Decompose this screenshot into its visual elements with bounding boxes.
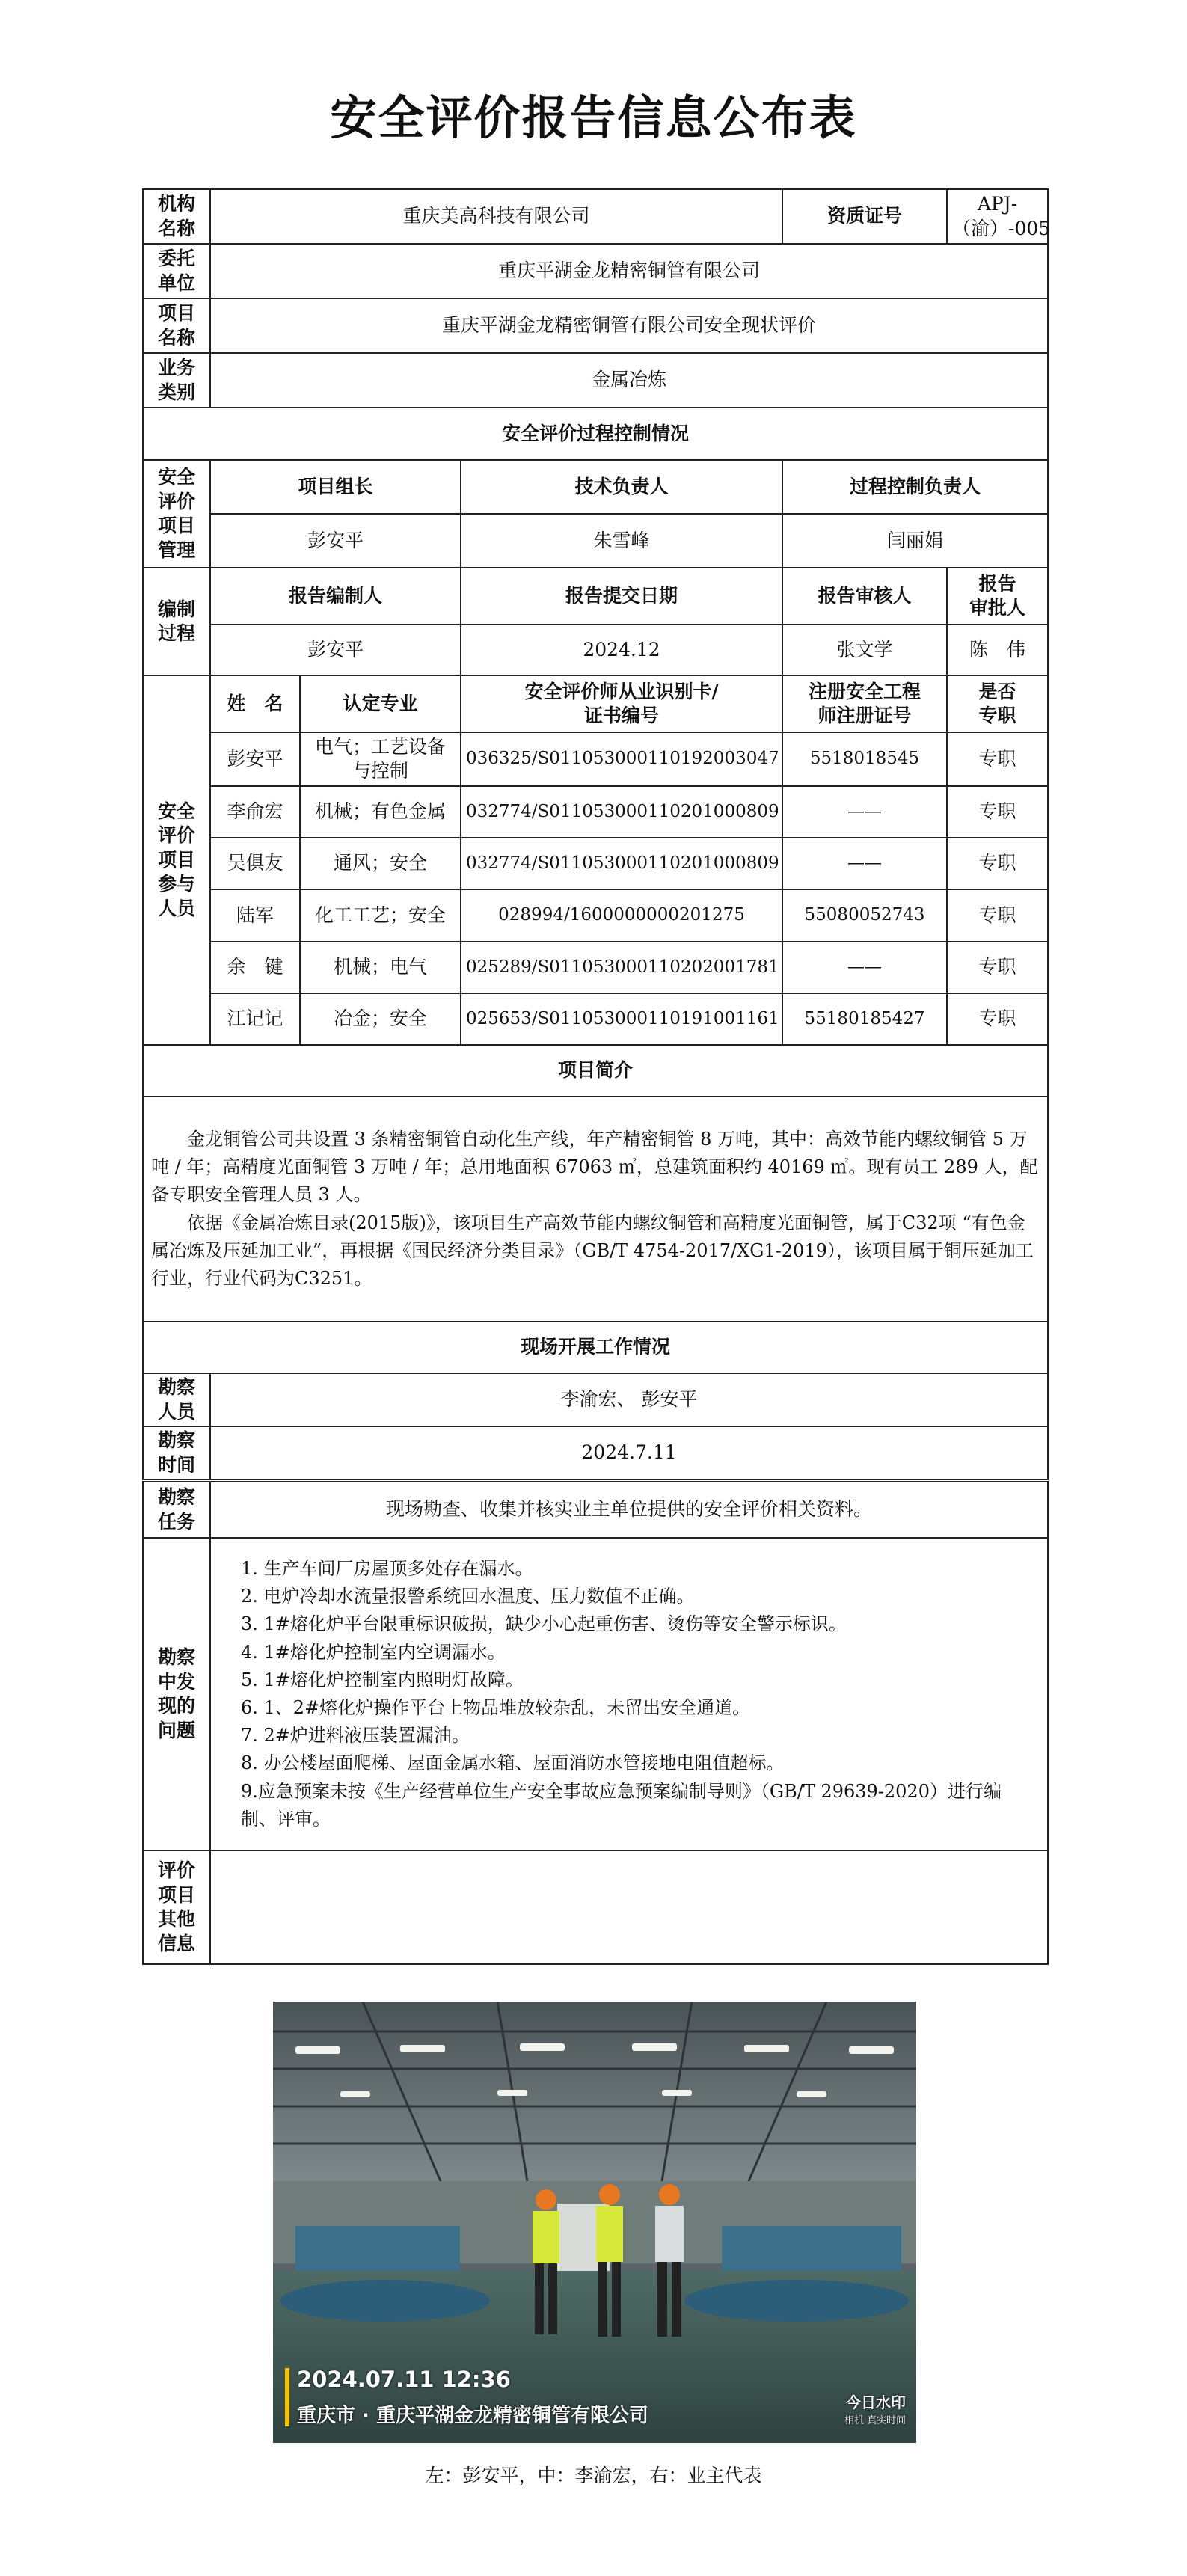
page-title: 安全评价报告信息公布表 xyxy=(330,91,857,145)
watermark-text: 今日水印 xyxy=(846,2393,906,2411)
intro-section-title: 项目简介 xyxy=(143,1045,1048,1097)
staff-major: 电气；工艺设备 与控制 xyxy=(300,732,461,786)
table-row xyxy=(143,942,1048,993)
row-other-info xyxy=(143,1850,1048,1964)
col-leader: 项目组长 xyxy=(210,460,461,514)
staff-name: 余 键 xyxy=(210,942,300,993)
row-survey-task xyxy=(143,1482,1048,1538)
staff-reg: 55080052743 xyxy=(782,889,947,942)
staff-label: 安全 评价 项目 参与 人员 xyxy=(143,675,210,1045)
list-item: 8. 办公楼屋面爬梯、屋面金属水箱、屋面消防水管接地电阻值超标。 xyxy=(241,1752,785,1774)
photo-timestamp: 2024.07.11 12:36 xyxy=(297,2367,511,2392)
mgmt-label: 安全 评价 项目 管理 xyxy=(143,460,210,568)
org-label: 机构 名称 xyxy=(143,189,210,244)
staff-reg: 55180185427 xyxy=(782,993,947,1045)
row-project xyxy=(143,298,1048,353)
staff-major: 化工工艺；安全 xyxy=(300,889,461,942)
other-info-label: 评价 项目 其他 信息 xyxy=(143,1850,210,1964)
col-full: 是否 专职 xyxy=(947,675,1048,732)
staff-cert: 036325/S011053000110192003047 xyxy=(461,732,782,786)
photo-caption: 左：彭安平，中：李渝宏，右：业主代表 xyxy=(425,2465,762,2486)
row-site-title xyxy=(143,1322,1048,1373)
survey-task-value: 现场勘查、收集并核实业主单位提供的安全评价相关资料。 xyxy=(210,1482,1048,1538)
author-value: 彭安平 xyxy=(210,625,461,675)
survey-task-label: 勘察 任务 xyxy=(143,1482,210,1538)
ctrl-value: 闫丽娟 xyxy=(782,514,1048,568)
col-major: 认定专业 xyxy=(300,675,461,732)
row-prep-header xyxy=(143,568,1048,625)
row-site-time xyxy=(143,1426,1048,1479)
staff-full: 专职 xyxy=(947,786,1048,838)
row-mgmt-values xyxy=(143,514,1048,568)
staff-cert: 025289/S011053000110202001781 xyxy=(461,942,782,993)
survey-people-label: 勘察 人员 xyxy=(143,1373,210,1426)
col-approver: 报告 审批人 xyxy=(947,568,1048,625)
client-label: 委托 单位 xyxy=(143,244,210,298)
staff-full: 专职 xyxy=(947,993,1048,1045)
staff-major: 通风；安全 xyxy=(300,838,461,889)
row-mgmt-header xyxy=(143,460,1048,514)
photo-watermark xyxy=(844,2391,906,2426)
cert-label: 资质证号 xyxy=(782,189,947,244)
list-item: 7. 2#炉进料液压装置漏油。 xyxy=(241,1725,470,1747)
org-value: 重庆美高科技有限公司 xyxy=(210,189,782,244)
row-survey-issues xyxy=(143,1538,1048,1850)
project-label: 项目 名称 xyxy=(143,298,210,353)
list-item: 2. 电炉冷却水流量报警系统回水温度、压力数值不正确。 xyxy=(241,1586,695,1607)
col-cert: 安全评价师从业识别卡/ 证书编号 xyxy=(461,675,782,732)
process-section-title: 安全评价过程控制情况 xyxy=(143,408,1048,460)
col-name: 姓 名 xyxy=(210,675,300,732)
row-business xyxy=(143,353,1048,408)
list-item: 1. 生产车间厂房屋顶多处存在漏水。 xyxy=(241,1558,533,1580)
staff-name: 彭安平 xyxy=(210,732,300,786)
survey-issues-label: 勘察 中发 现的 问题 xyxy=(143,1538,210,1850)
staff-cert: 025653/S011053000110191001161 xyxy=(461,993,782,1045)
intro-text xyxy=(143,1097,1048,1322)
list-item: 4. 1#熔化炉控制室内空调漏水。 xyxy=(241,1641,506,1663)
row-intro-body xyxy=(143,1097,1048,1322)
prep-label: 编制 过程 xyxy=(143,568,210,675)
staff-name: 李俞宏 xyxy=(210,786,300,838)
staff-full: 专职 xyxy=(947,942,1048,993)
photo-location: 重庆市 · 重庆平湖金龙精密铜管有限公司 xyxy=(297,2405,648,2427)
col-tech: 技术负责人 xyxy=(461,460,782,514)
row-client xyxy=(143,244,1048,298)
table-row xyxy=(143,993,1048,1045)
intro-paragraph-2: 依据《金属冶炼目录(2015版)》，该项目生产高效节能内螺纹铜管和高精度光面铜管，属于C32项 “有色金属冶炼及压延加工业”，再根据《国民经济分类目录》（GB/T 4754-2017/XG1-2019），该项目属于铜压延加工行业，行业代码为C3251。 xyxy=(151,1212,1034,1289)
issues-list xyxy=(210,1538,1048,1850)
survey-time-value: 2024.7.11 xyxy=(210,1426,1048,1479)
staff-cert: 032774/S011053000110201000809 xyxy=(461,786,782,838)
staff-name: 陆军 xyxy=(210,889,300,942)
staff-full: 专职 xyxy=(947,732,1048,786)
project-value: 重庆平湖金龙精密铜管有限公司安全现状评价 xyxy=(210,298,1048,353)
tech-value: 朱雪峰 xyxy=(461,514,782,568)
reviewer-value: 张文学 xyxy=(782,625,947,675)
other-info-value xyxy=(210,1850,1048,1964)
staff-reg: —— xyxy=(782,838,947,889)
row-org xyxy=(143,189,1048,244)
staff-major: 机械；有色金属 xyxy=(300,786,461,838)
business-label: 业务 类别 xyxy=(143,353,210,408)
client-value: 重庆平湖金龙精密铜管有限公司 xyxy=(210,244,1048,298)
staff-name: 江记记 xyxy=(210,993,300,1045)
col-ctrl: 过程控制负责人 xyxy=(782,460,1048,514)
timestamp-accent-bar xyxy=(285,2368,289,2426)
date-value: 2024.12 xyxy=(461,625,782,675)
business-value: 金属冶炼 xyxy=(210,353,1048,408)
list-item: 9.应急预案未按《生产经营单位生产安全事故应急预案编制导则》（GB/T 29639-2020）进行编制、评审。 xyxy=(241,1780,1002,1830)
staff-reg: 5518018545 xyxy=(782,732,947,786)
leader-value: 彭安平 xyxy=(210,514,461,568)
staff-name: 吴俱友 xyxy=(210,838,300,889)
row-prep-values xyxy=(143,625,1048,675)
table-row xyxy=(143,786,1048,838)
col-reg: 注册安全工程 师注册证号 xyxy=(782,675,947,732)
row-staff-header xyxy=(143,675,1048,732)
info-table xyxy=(142,188,1049,1480)
col-date: 报告提交日期 xyxy=(461,568,782,625)
staff-cert: 028994/1600000000201275 xyxy=(461,889,782,942)
survey-people-value: 李渝宏、 彭安平 xyxy=(210,1373,1048,1426)
table-row xyxy=(143,838,1048,889)
table-row xyxy=(143,889,1048,942)
intro-paragraph-1: 金龙铜管公司共设置 3 条精密铜管自动化生产线，年产精密铜管 8 万吨，其中：高效节能内螺纹铜管 5 万吨 / 年；高精度光面铜管 3 万吨 / 年；总用地面积 67063 ㎡，总建筑面积约 40169 ㎡。现有员工 289 人，配备专职安全管理人员 3 人。 xyxy=(151,1128,1038,1206)
staff-full: 专职 xyxy=(947,889,1048,942)
cert-value: APJ-（渝）-005 xyxy=(947,189,1048,244)
col-reviewer: 报告审核人 xyxy=(782,568,947,625)
survey-time-label: 勘察 时间 xyxy=(143,1426,210,1479)
approver-value: 陈 伟 xyxy=(947,625,1048,675)
staff-major: 冶金；安全 xyxy=(300,993,461,1045)
watermark-subtext: 相机 真实时间 xyxy=(844,2415,906,2426)
row-site-people xyxy=(143,1373,1048,1426)
site-photo xyxy=(273,2002,916,2443)
staff-major: 机械；电气 xyxy=(300,942,461,993)
list-item: 3. 1#熔化炉平台限重标识破损，缺少小心起重伤害、烫伤等安全警示标识。 xyxy=(241,1613,847,1635)
row-process-title xyxy=(143,408,1048,460)
staff-cert: 032774/S011053000110201000809 xyxy=(461,838,782,889)
list-item: 6. 1、2#熔化炉操作平台上物品堆放较杂乱，未留出安全通道。 xyxy=(241,1697,751,1718)
list-item: 5. 1#熔化炉控制室内照明灯故障。 xyxy=(241,1669,524,1690)
row-intro-title xyxy=(143,1045,1048,1097)
staff-reg: —— xyxy=(782,942,947,993)
col-author: 报告编制人 xyxy=(210,568,461,625)
table-row xyxy=(143,732,1048,786)
site-section-title: 现场开展工作情况 xyxy=(143,1322,1048,1373)
survey-table xyxy=(142,1481,1049,1965)
staff-full: 专职 xyxy=(947,838,1048,889)
staff-reg: —— xyxy=(782,786,947,838)
